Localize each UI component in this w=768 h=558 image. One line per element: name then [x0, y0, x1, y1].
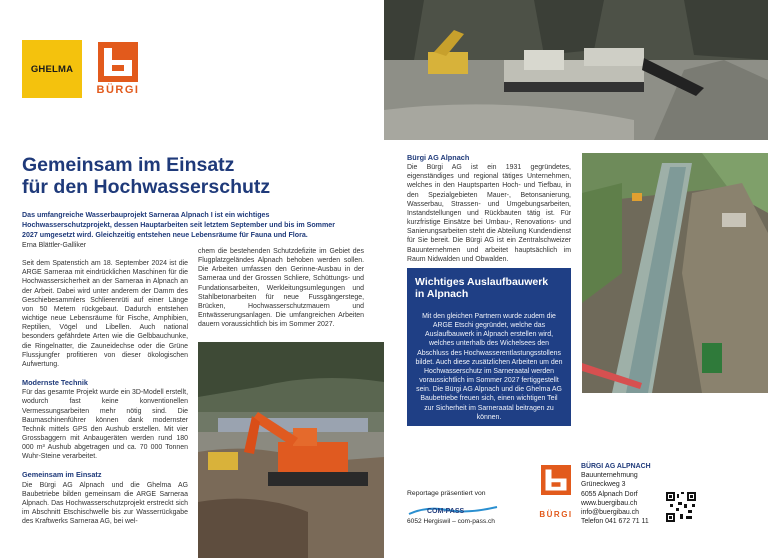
text-column-1 [22, 241, 188, 535]
website: www.buergibau.ch [581, 499, 638, 507]
info-box-text: Mit den gleichen Partnern wurde zudem die ARGE Etschi gegründet, welche das Auslaufbauwerk in Alpnach erstellen wird, welches unterhalb des Wichelsees den Abschluss des Hochwasserentlastungsstollens bildet. Auch diese zusätzlichen Arbeiten um den Hochwasserschutz im Sarneraatal werden voraussichtlich im Sommer 2027 fertiggestellt sein. Die Bürgi AG Alpnach und die Ghelma AG Baubetriebe freuen sich, einen wichtigen Teil zur Sicherheit im Sarneraatal beitragen zu können. [415, 313, 563, 421]
subheading-technik: Modernste Technik [22, 378, 88, 388]
contact-block [581, 462, 671, 526]
paragraph: Für das gesamte Projekt wurde ein 3D-Modell erstellt, wodurch fast keine konventionellen Vermessungsarbeiten mehr nötig sind. Die Baumaschinenführer können dank modernster Technik mittels GPS den Aushub erstellen. Mit vier Grossbaggern mit Anbaugeräten werden rund 180 000 m³ Aushub abgetragen und ca. 70 000 Tonnen Wuhr-Steine verarbeitet. [22, 389, 188, 461]
info-box-title [415, 276, 563, 300]
author-name: Erna Blättler-Galliker [22, 242, 86, 249]
city: 6055 Alpnach Dorf [581, 490, 638, 498]
article-title [22, 154, 342, 198]
subheading-einsatz: Gemeinsam im Einsatz [22, 470, 102, 480]
burgi-mark-icon [94, 40, 142, 84]
compass-logo [407, 503, 499, 515]
burgi-logo-top [94, 40, 142, 104]
email: info@buergibau.ch [581, 509, 639, 517]
burgi-logo-word: BÜRGI [539, 510, 573, 519]
burgi-logo-bottom [538, 462, 574, 526]
paragraph: Seit dem Spatenstich am 18. September 2024 ist die ARGE Sarneraa mit eindrücklichen Maschinen für die Hochwassersicherheit an der Sarneraa in Alpnach an der Arbeit. Dabei wird unter anderem der Damm des Geschiebesammlers Schlierenrüti auf einer Länge von 50 Metern rückgebaut. Dadurch entstehen wichtige neue Lebensräume für Fische, Amphibien, Reptilien, Vögel und Libellen. Auch national besonders gefährdete Arten wie die Gelbbauchunke, die Ringelnatter, die Zauneidechse oder die Grüne Flussjungfer profitieren von dieser ökologischen Aufwertung. [22, 260, 188, 368]
qr-code-icon [666, 492, 696, 522]
compass-logo-text: COM-PASS [427, 508, 465, 515]
report-label: Reportage präsentiert von [407, 490, 486, 497]
article-title-line1: Gemeinsam im Einsatz [22, 154, 235, 176]
info-box-title-line1: Wichtiges Auslaufbauwerk [415, 276, 549, 288]
burgi-mark-icon [538, 462, 574, 498]
paragraph: Die Bürgi AG Alpnach und die Ghelma AG Baubetriebe bilden gemeinsam die ARGE Sarneraa Alpnach. Das Hochwasserschutzprojekt erstreckt sich im Abschnitt Etschischwelle bis zur Wasserrückgabe des Kraftwerks Sarneraa AG, bei wel- [22, 481, 188, 526]
ghelma-logo [22, 40, 82, 98]
company-name: BÜRGI AG ALPNACH [581, 463, 651, 470]
text-column-2 [198, 247, 364, 338]
paragraph: chem die bestehenden Schutzdefizite im Gebiet des Flugplatzgeländes Alpnach behoben werden sollen. Die Arbeiten umfassen den Gerinne-Ausbau in der Sarneraa und der Grossen Schliere, Schüttungs- und Fundationsarbeiten, Werkleitungsumlegungen und Stahlbetonarbeiten für neue Fussgängerstege, Brücken, Hochwasserschutzmauern und Entwässerungsanlagen. Die umfangreichen Arbeiten dauern voraussichtlich bis im Sommer 2027. [198, 248, 364, 329]
phone: Telefon 041 672 71 11 [581, 518, 649, 526]
burgi-logo-word: BÜRGI [96, 84, 140, 96]
info-box [407, 268, 571, 426]
text-column-3 [407, 153, 571, 273]
info-box-title-line2: in Alpnach [415, 288, 469, 300]
compass-swoosh-icon [407, 504, 499, 516]
ghelma-logo-text: GHELMA [30, 63, 74, 75]
street: Grüneckweg 3 [581, 481, 626, 489]
qr-code [666, 492, 696, 522]
subheading-burgi: Bürgi AG Alpnach [407, 153, 470, 162]
report-address: 6052 Hergiswil – com-pass.ch [407, 518, 495, 525]
company-type: Bauunternehmung [581, 472, 638, 480]
paragraph: Die Bürgi AG ist ein 1931 gegründetes, eigenständiges und regional tätiges Unternehmen, welches in den Hauptsparten Hoch- und Tiefbau, in den Spezialgebieten Mauer-, Betonsanierung, Wasserbau, Strassen- und Umgebungsarbeiten, Instandstellungen und Rückbauten tätig ist. Für kurzfristige Einsätze bei Umbau-, Renovations- und Sanierungsarbeiten steht die Abteilung Kundendienst für Sie bereit. Die Bürgi AG ist ein Zentralschweizer Bauunternehmen und arbeitet hauptsächlich im Raum Nidwalden und Obwalden. [407, 164, 571, 263]
article-title-line2: für den Hochwasserschutz [22, 176, 271, 198]
article-lead: Das umfangreiche Wasserbauprojekt Sarneraa Alpnach I ist ein wichtiges Hochwasserschutzprojekt, dessen Hauptarbeiten seit letztem September und bis im Sommer 2027 umgesetzt wird. Gleichzeitig entstehen neue Lebensräume für Fauna und Flora. [22, 211, 335, 239]
photo-excavator [198, 342, 384, 558]
photo-crusher [384, 0, 768, 140]
photo-river-aerial [582, 153, 768, 393]
